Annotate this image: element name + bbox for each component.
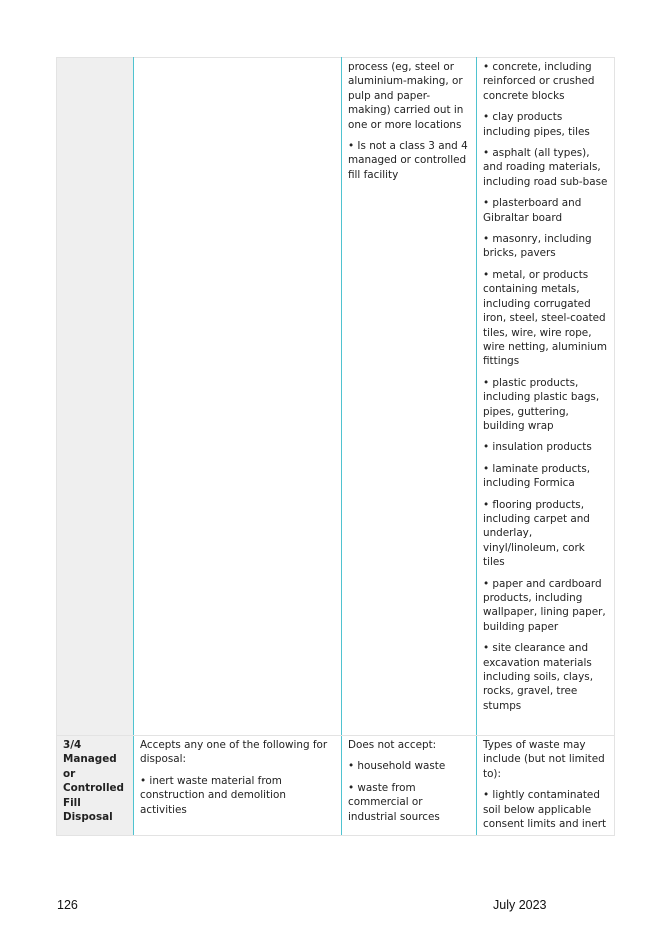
accepts-cell [134, 736, 342, 836]
table-row [57, 58, 615, 736]
class-label-cell [57, 58, 134, 736]
waste-type-item: • paper and cardboard products, including wallpaper, lining paper, building paper [483, 577, 606, 633]
waste-type-item: • clay products including pipes, tiles [483, 111, 590, 138]
waste-type-item: • plastic products, including plastic bags, pipes, guttering, building wrap [483, 376, 600, 432]
class-label-cell: 3/4 Managed or Controlled Fill Disposal [57, 736, 134, 836]
criteria-text: • household waste [348, 760, 446, 773]
waste-type-item: • concrete, including reinforced or crushed concrete blocks [483, 61, 595, 102]
criteria-text: Accepts any one of the following for disposal: [140, 739, 328, 766]
does-not-accept-cell [342, 736, 477, 836]
waste-type-item: • lightly contaminated soil below applicable consent limits and inert [483, 789, 607, 831]
criteria-text: • waste from commercial or industrial sources [348, 781, 440, 823]
waste-type-item: • site clearance and excavation materials including soils, clays, rocks, gravel, tree stumps [483, 642, 594, 712]
waste-type-item: • masonry, including bricks, pavers [483, 233, 592, 260]
criteria-text: Does not accept: [348, 739, 437, 751]
waste-type-item: • asphalt (all types), and roading materials, including road sub-base [483, 147, 608, 188]
waste-type-item: • insulation products [483, 441, 592, 454]
accepts-cell [134, 58, 342, 736]
page-number: 126 [57, 898, 78, 912]
criteria-text: process (eg, steel or aluminium-making, or pulp and paper-making) carried out in one or more locations [348, 61, 464, 131]
types-of-waste-cell [477, 736, 615, 836]
footer-date: July 2023 [493, 898, 547, 912]
waste-type-item: • laminate products, including Formica [483, 462, 591, 490]
waste-type-item: • metal, or products containing metals, including corrugated iron, steel, steel-coated tiles, wire, wire rope, wire netting, aluminium fittings [483, 268, 607, 368]
table-row [57, 736, 615, 836]
waste-type-item: Types of waste may include (but not limited to): [483, 739, 605, 780]
waste-type-item: • flooring products, including carpet and underlay, vinyl/linoleum, cork tiles [483, 498, 590, 569]
does-not-accept-cell [342, 58, 477, 736]
criteria-text: • Is not a class 3 and 4 managed or controlled fill facility [348, 140, 468, 181]
types-of-waste-cell [477, 58, 615, 736]
disposal-classes-table [56, 57, 615, 836]
waste-type-item: • plasterboard and Gibraltar board [483, 197, 582, 224]
criteria-text: • inert waste material from construction and demolition activities [140, 774, 286, 816]
